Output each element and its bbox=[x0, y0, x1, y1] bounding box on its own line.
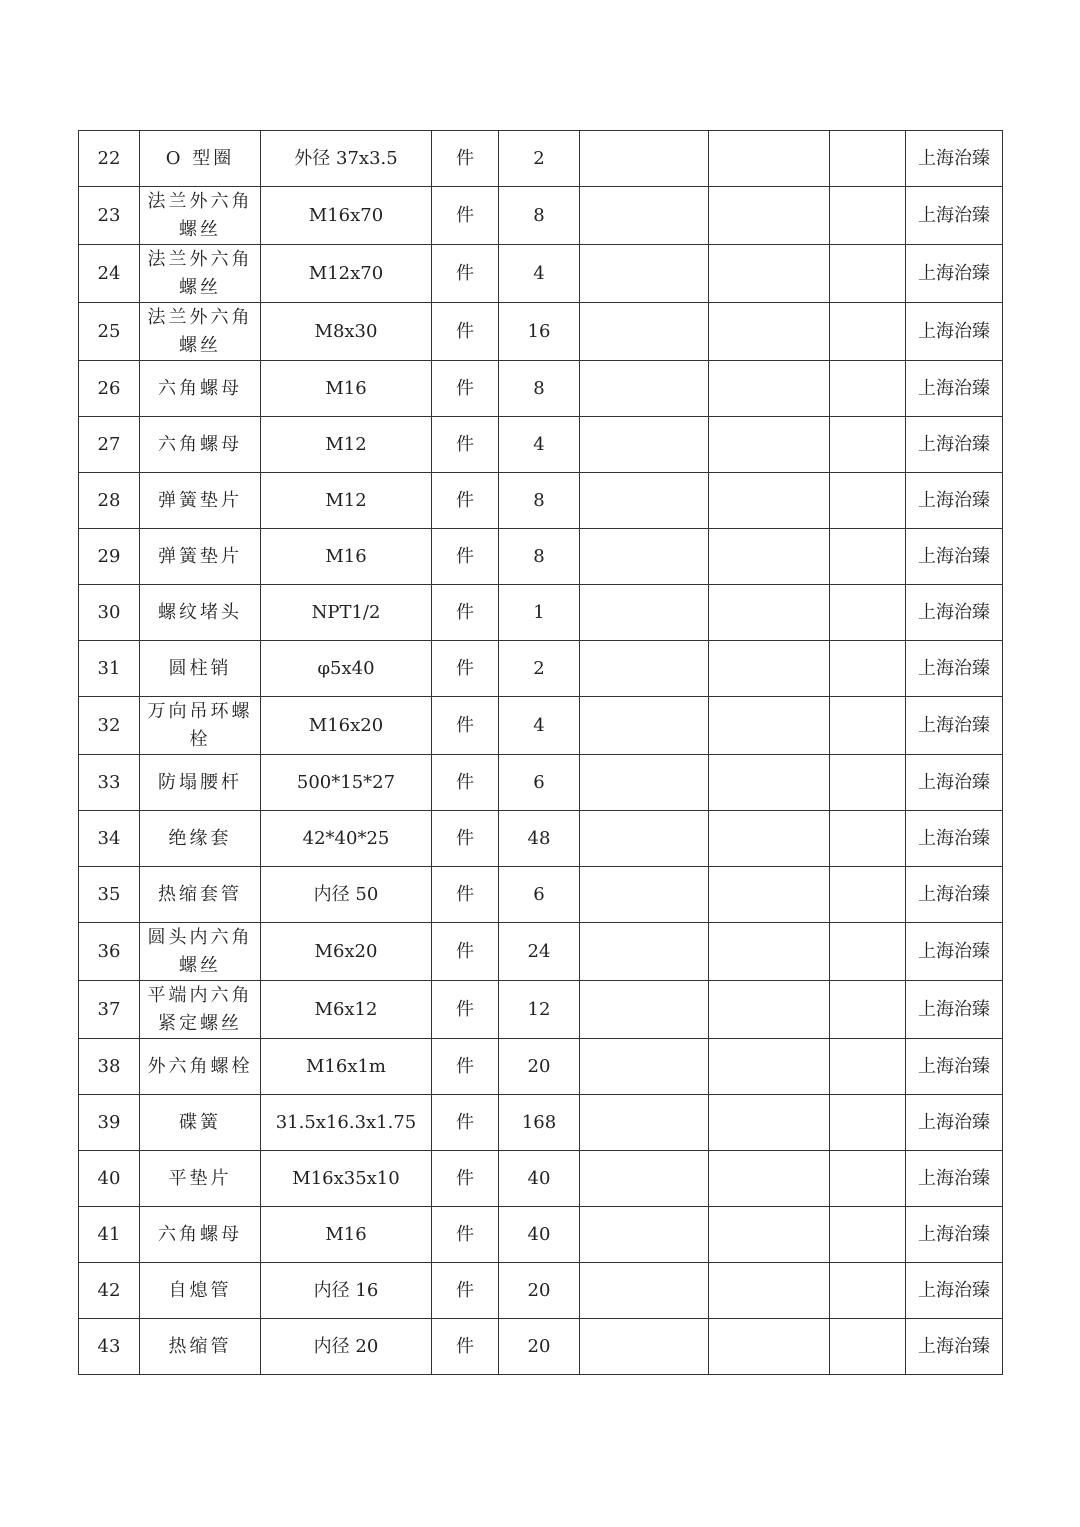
row-number-cell: 22 bbox=[79, 131, 140, 187]
specification-cell: M16 bbox=[261, 361, 432, 417]
blank-cell bbox=[830, 981, 906, 1039]
unit-cell: 件 bbox=[432, 1319, 499, 1375]
table-row bbox=[79, 585, 1003, 641]
specification-cell: M16x35x10 bbox=[261, 1151, 432, 1207]
blank-cell bbox=[830, 811, 906, 867]
blank-cell bbox=[580, 697, 709, 755]
item-name-cell: 六角螺母 bbox=[140, 361, 261, 417]
quantity-cell: 16 bbox=[499, 303, 580, 361]
table-row bbox=[79, 1263, 1003, 1319]
blank-cell bbox=[709, 245, 830, 303]
blank-cell bbox=[830, 585, 906, 641]
blank-cell bbox=[580, 1207, 709, 1263]
blank-cell bbox=[709, 1263, 830, 1319]
quantity-cell: 4 bbox=[499, 697, 580, 755]
row-number-cell: 30 bbox=[79, 585, 140, 641]
item-name-cell: 法兰外六角螺丝 bbox=[140, 187, 261, 245]
table-row bbox=[79, 303, 1003, 361]
item-name-cell: 外六角螺栓 bbox=[140, 1039, 261, 1095]
specification-cell: 内径 50 bbox=[261, 867, 432, 923]
row-number-cell: 39 bbox=[79, 1095, 140, 1151]
blank-cell bbox=[580, 131, 709, 187]
specification-cell: M12 bbox=[261, 473, 432, 529]
table-row bbox=[79, 1095, 1003, 1151]
blank-cell bbox=[580, 1151, 709, 1207]
table-row bbox=[79, 1039, 1003, 1095]
specification-cell: M12x70 bbox=[261, 245, 432, 303]
table-row bbox=[79, 811, 1003, 867]
table-row bbox=[79, 981, 1003, 1039]
specification-cell: M16x20 bbox=[261, 697, 432, 755]
table-row bbox=[79, 1151, 1003, 1207]
blank-cell bbox=[709, 1151, 830, 1207]
blank-cell bbox=[580, 981, 709, 1039]
row-number-cell: 32 bbox=[79, 697, 140, 755]
quantity-cell: 24 bbox=[499, 923, 580, 981]
blank-cell bbox=[580, 811, 709, 867]
blank-cell bbox=[580, 417, 709, 473]
quantity-cell: 20 bbox=[499, 1039, 580, 1095]
specification-cell: 内径 20 bbox=[261, 1319, 432, 1375]
supplier-cell: 上海治臻 bbox=[906, 131, 1003, 187]
supplier-cell: 上海治臻 bbox=[906, 245, 1003, 303]
item-name-cell: 法兰外六角螺丝 bbox=[140, 245, 261, 303]
quantity-cell: 6 bbox=[499, 755, 580, 811]
item-name-cell: 万向吊环螺栓 bbox=[140, 697, 261, 755]
item-name-cell: 弹簧垫片 bbox=[140, 529, 261, 585]
specification-cell: 外径 37x3.5 bbox=[261, 131, 432, 187]
item-name-cell: 平垫片 bbox=[140, 1151, 261, 1207]
quantity-cell: 1 bbox=[499, 585, 580, 641]
blank-cell bbox=[709, 1095, 830, 1151]
row-number-cell: 27 bbox=[79, 417, 140, 473]
blank-cell bbox=[830, 1039, 906, 1095]
blank-cell bbox=[580, 245, 709, 303]
item-name-cell: 螺纹堵头 bbox=[140, 585, 261, 641]
specification-cell: 500*15*27 bbox=[261, 755, 432, 811]
row-number-cell: 36 bbox=[79, 923, 140, 981]
unit-cell: 件 bbox=[432, 585, 499, 641]
specification-cell: M8x30 bbox=[261, 303, 432, 361]
parts-list-sheet bbox=[78, 130, 1002, 1375]
unit-cell: 件 bbox=[432, 697, 499, 755]
blank-cell bbox=[709, 867, 830, 923]
quantity-cell: 8 bbox=[499, 187, 580, 245]
blank-cell bbox=[830, 361, 906, 417]
supplier-cell: 上海治臻 bbox=[906, 187, 1003, 245]
supplier-cell: 上海治臻 bbox=[906, 1095, 1003, 1151]
blank-cell bbox=[580, 529, 709, 585]
blank-cell bbox=[830, 245, 906, 303]
blank-cell bbox=[709, 1319, 830, 1375]
blank-cell bbox=[709, 697, 830, 755]
unit-cell: 件 bbox=[432, 417, 499, 473]
quantity-cell: 20 bbox=[499, 1319, 580, 1375]
quantity-cell: 2 bbox=[499, 131, 580, 187]
supplier-cell: 上海治臻 bbox=[906, 811, 1003, 867]
row-number-cell: 42 bbox=[79, 1263, 140, 1319]
supplier-cell: 上海治臻 bbox=[906, 1207, 1003, 1263]
quantity-cell: 6 bbox=[499, 867, 580, 923]
row-number-cell: 43 bbox=[79, 1319, 140, 1375]
unit-cell: 件 bbox=[432, 529, 499, 585]
row-number-cell: 31 bbox=[79, 641, 140, 697]
blank-cell bbox=[830, 1095, 906, 1151]
blank-cell bbox=[830, 1151, 906, 1207]
row-number-cell: 24 bbox=[79, 245, 140, 303]
supplier-cell: 上海治臻 bbox=[906, 1263, 1003, 1319]
item-name-cell: 弹簧垫片 bbox=[140, 473, 261, 529]
blank-cell bbox=[830, 923, 906, 981]
unit-cell: 件 bbox=[432, 1207, 499, 1263]
unit-cell: 件 bbox=[432, 1039, 499, 1095]
supplier-cell: 上海治臻 bbox=[906, 1319, 1003, 1375]
specification-cell: 内径 16 bbox=[261, 1263, 432, 1319]
blank-cell bbox=[709, 755, 830, 811]
supplier-cell: 上海治臻 bbox=[906, 473, 1003, 529]
blank-cell bbox=[709, 303, 830, 361]
item-name-cell: 平端内六角紧定螺丝 bbox=[140, 981, 261, 1039]
specification-cell: 42*40*25 bbox=[261, 811, 432, 867]
blank-cell bbox=[580, 641, 709, 697]
unit-cell: 件 bbox=[432, 1263, 499, 1319]
row-number-cell: 26 bbox=[79, 361, 140, 417]
supplier-cell: 上海治臻 bbox=[906, 1151, 1003, 1207]
supplier-cell: 上海治臻 bbox=[906, 361, 1003, 417]
unit-cell: 件 bbox=[432, 131, 499, 187]
item-name-cell: 六角螺母 bbox=[140, 1207, 261, 1263]
blank-cell bbox=[830, 417, 906, 473]
table-row bbox=[79, 131, 1003, 187]
item-name-cell: 防塌腰杆 bbox=[140, 755, 261, 811]
unit-cell: 件 bbox=[432, 981, 499, 1039]
blank-cell bbox=[709, 1207, 830, 1263]
unit-cell: 件 bbox=[432, 361, 499, 417]
blank-cell bbox=[580, 585, 709, 641]
unit-cell: 件 bbox=[432, 923, 499, 981]
quantity-cell: 4 bbox=[499, 417, 580, 473]
row-number-cell: 38 bbox=[79, 1039, 140, 1095]
row-number-cell: 25 bbox=[79, 303, 140, 361]
quantity-cell: 8 bbox=[499, 361, 580, 417]
table-row bbox=[79, 187, 1003, 245]
unit-cell: 件 bbox=[432, 811, 499, 867]
specification-cell: M16 bbox=[261, 1207, 432, 1263]
table-row bbox=[79, 867, 1003, 923]
blank-cell bbox=[709, 417, 830, 473]
blank-cell bbox=[830, 1263, 906, 1319]
blank-cell bbox=[580, 1095, 709, 1151]
table-row bbox=[79, 697, 1003, 755]
unit-cell: 件 bbox=[432, 245, 499, 303]
blank-cell bbox=[580, 1319, 709, 1375]
item-name-cell: 热缩管 bbox=[140, 1319, 261, 1375]
table-row bbox=[79, 1207, 1003, 1263]
supplier-cell: 上海治臻 bbox=[906, 1039, 1003, 1095]
blank-cell bbox=[580, 867, 709, 923]
blank-cell bbox=[830, 697, 906, 755]
table-row bbox=[79, 361, 1003, 417]
unit-cell: 件 bbox=[432, 1095, 499, 1151]
item-name-cell: 六角螺母 bbox=[140, 417, 261, 473]
quantity-cell: 48 bbox=[499, 811, 580, 867]
unit-cell: 件 bbox=[432, 187, 499, 245]
supplier-cell: 上海治臻 bbox=[906, 981, 1003, 1039]
row-number-cell: 37 bbox=[79, 981, 140, 1039]
row-number-cell: 34 bbox=[79, 811, 140, 867]
quantity-cell: 20 bbox=[499, 1263, 580, 1319]
blank-cell bbox=[580, 755, 709, 811]
parts-table bbox=[78, 130, 1003, 1375]
blank-cell bbox=[709, 1039, 830, 1095]
supplier-cell: 上海治臻 bbox=[906, 697, 1003, 755]
supplier-cell: 上海治臻 bbox=[906, 755, 1003, 811]
table-body bbox=[79, 131, 1003, 1375]
blank-cell bbox=[830, 867, 906, 923]
blank-cell bbox=[709, 811, 830, 867]
table-row bbox=[79, 641, 1003, 697]
specification-cell: M16x70 bbox=[261, 187, 432, 245]
blank-cell bbox=[580, 303, 709, 361]
row-number-cell: 41 bbox=[79, 1207, 140, 1263]
blank-cell bbox=[580, 361, 709, 417]
blank-cell bbox=[709, 641, 830, 697]
unit-cell: 件 bbox=[432, 473, 499, 529]
table-row bbox=[79, 923, 1003, 981]
row-number-cell: 33 bbox=[79, 755, 140, 811]
blank-cell bbox=[830, 755, 906, 811]
supplier-cell: 上海治臻 bbox=[906, 529, 1003, 585]
blank-cell bbox=[709, 131, 830, 187]
unit-cell: 件 bbox=[432, 755, 499, 811]
table-row bbox=[79, 245, 1003, 303]
quantity-cell: 8 bbox=[499, 473, 580, 529]
row-number-cell: 40 bbox=[79, 1151, 140, 1207]
supplier-cell: 上海治臻 bbox=[906, 303, 1003, 361]
quantity-cell: 2 bbox=[499, 641, 580, 697]
specification-cell: M16x1m bbox=[261, 1039, 432, 1095]
supplier-cell: 上海治臻 bbox=[906, 417, 1003, 473]
item-name-cell: 自熄管 bbox=[140, 1263, 261, 1319]
blank-cell bbox=[830, 529, 906, 585]
table-row bbox=[79, 529, 1003, 585]
quantity-cell: 8 bbox=[499, 529, 580, 585]
item-name-cell: 热缩套管 bbox=[140, 867, 261, 923]
blank-cell bbox=[830, 303, 906, 361]
unit-cell: 件 bbox=[432, 641, 499, 697]
quantity-cell: 168 bbox=[499, 1095, 580, 1151]
supplier-cell: 上海治臻 bbox=[906, 585, 1003, 641]
supplier-cell: 上海治臻 bbox=[906, 641, 1003, 697]
specification-cell: φ5x40 bbox=[261, 641, 432, 697]
specification-cell: NPT1/2 bbox=[261, 585, 432, 641]
specification-cell: M6x12 bbox=[261, 981, 432, 1039]
blank-cell bbox=[830, 1319, 906, 1375]
item-name-cell: 法兰外六角螺丝 bbox=[140, 303, 261, 361]
unit-cell: 件 bbox=[432, 867, 499, 923]
specification-cell: M6x20 bbox=[261, 923, 432, 981]
table-row bbox=[79, 1319, 1003, 1375]
quantity-cell: 12 bbox=[499, 981, 580, 1039]
item-name-cell: 绝缘套 bbox=[140, 811, 261, 867]
row-number-cell: 35 bbox=[79, 867, 140, 923]
blank-cell bbox=[830, 131, 906, 187]
blank-cell bbox=[580, 1039, 709, 1095]
quantity-cell: 40 bbox=[499, 1151, 580, 1207]
blank-cell bbox=[580, 473, 709, 529]
unit-cell: 件 bbox=[432, 1151, 499, 1207]
blank-cell bbox=[830, 187, 906, 245]
blank-cell bbox=[709, 585, 830, 641]
blank-cell bbox=[830, 473, 906, 529]
row-number-cell: 23 bbox=[79, 187, 140, 245]
table-row bbox=[79, 755, 1003, 811]
table-row bbox=[79, 473, 1003, 529]
blank-cell bbox=[709, 187, 830, 245]
supplier-cell: 上海治臻 bbox=[906, 923, 1003, 981]
item-name-cell: 碟簧 bbox=[140, 1095, 261, 1151]
blank-cell bbox=[580, 1263, 709, 1319]
blank-cell bbox=[709, 473, 830, 529]
blank-cell bbox=[709, 981, 830, 1039]
item-name-cell: O 型圈 bbox=[140, 131, 261, 187]
row-number-cell: 28 bbox=[79, 473, 140, 529]
blank-cell bbox=[580, 187, 709, 245]
blank-cell bbox=[709, 923, 830, 981]
specification-cell: M16 bbox=[261, 529, 432, 585]
specification-cell: 31.5x16.3x1.75 bbox=[261, 1095, 432, 1151]
blank-cell bbox=[709, 361, 830, 417]
blank-cell bbox=[830, 1207, 906, 1263]
quantity-cell: 40 bbox=[499, 1207, 580, 1263]
quantity-cell: 4 bbox=[499, 245, 580, 303]
table-row bbox=[79, 417, 1003, 473]
blank-cell bbox=[580, 923, 709, 981]
item-name-cell: 圆头内六角螺丝 bbox=[140, 923, 261, 981]
blank-cell bbox=[830, 641, 906, 697]
row-number-cell: 29 bbox=[79, 529, 140, 585]
unit-cell: 件 bbox=[432, 303, 499, 361]
specification-cell: M12 bbox=[261, 417, 432, 473]
blank-cell bbox=[709, 529, 830, 585]
item-name-cell: 圆柱销 bbox=[140, 641, 261, 697]
supplier-cell: 上海治臻 bbox=[906, 867, 1003, 923]
